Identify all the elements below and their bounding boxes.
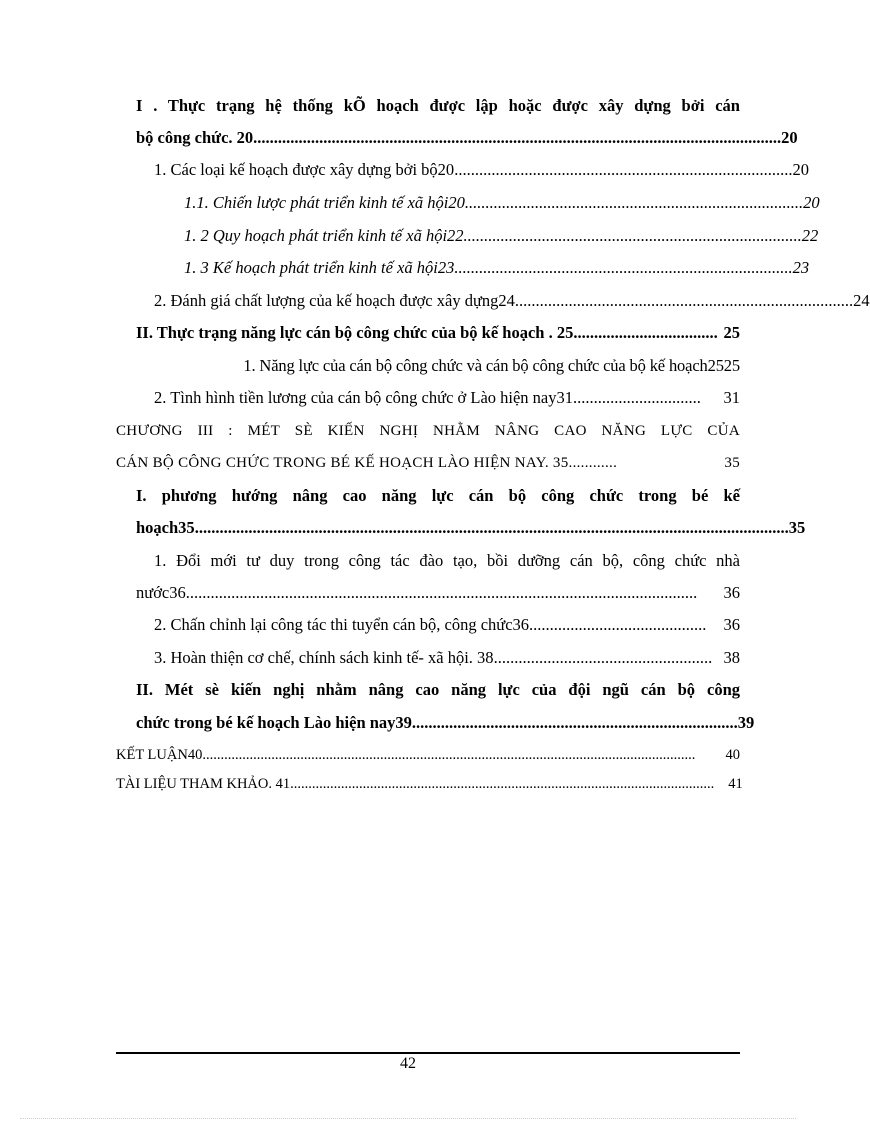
toc-entry-text: 2. Chấn chỉnh lại công tác thi tuyển cán bộ, công chức36 bbox=[154, 615, 530, 634]
toc-entry-text: bộ công chức. 20 bbox=[136, 128, 254, 147]
page-number: 42 bbox=[400, 1055, 416, 1072]
toc-leader-dots: .................................................................................. bbox=[454, 160, 793, 179]
toc-leader-dots: ..................................................... bbox=[493, 648, 713, 667]
toc-page-number: 40 bbox=[725, 747, 740, 763]
toc-entry-text: 1. 3 Kế hoạch phát triển kinh tế xã hội23 bbox=[184, 258, 455, 277]
toc-entry-i-2 bbox=[154, 291, 870, 311]
toc-leader-dots: .................................................................................. bbox=[454, 258, 793, 277]
toc-page-number: 38 bbox=[723, 648, 740, 667]
toc-leader-dots: ........................................... bbox=[529, 615, 707, 634]
toc-page-number: 39 bbox=[737, 713, 755, 732]
toc-entry-text: nước36 bbox=[136, 583, 186, 602]
toc-entry-text: 3. Hoàn thiện cơ chế, chính sách kinh tế- xã hội. 38 bbox=[154, 648, 494, 667]
toc-leader-dots: ............ bbox=[568, 455, 618, 471]
toc-page-number: 24 bbox=[853, 291, 870, 310]
toc-page-number: 20 bbox=[803, 193, 820, 212]
toc-page-number: 25 bbox=[723, 323, 740, 342]
toc-entry-iii-2 bbox=[154, 615, 740, 635]
toc-heading-ii bbox=[136, 323, 740, 343]
toc-page-number: 36 bbox=[723, 583, 740, 602]
toc-heading-iii-line2 bbox=[136, 518, 806, 538]
toc-entry-text: chức trong bé kế hoạch Lào hiện nay39 bbox=[136, 713, 412, 732]
toc-entry-ii-2 bbox=[154, 388, 740, 408]
toc-leader-dots: ................................................................................................................................ bbox=[253, 128, 782, 147]
toc-page-number: 20 bbox=[781, 128, 798, 147]
toc-leader-dots: ............................................................................................................................ bbox=[185, 583, 698, 602]
page-edge-dotted-line bbox=[20, 1118, 796, 1119]
toc-page-number: 23 bbox=[792, 258, 810, 277]
toc-chapter-iii-line2 bbox=[116, 453, 740, 473]
toc-entry-text: hoạch35 bbox=[136, 518, 195, 537]
toc-leader-dots: ........................................................................................................................................ bbox=[202, 747, 696, 763]
toc-entry-text: 2. Tình hình tiền lương của cán bộ công chức ở Lào hiện nay31 bbox=[154, 388, 574, 407]
toc-entry-text: KẾT LUẬN40 bbox=[116, 747, 203, 763]
toc-entry-ii-1: 1. Năng lực của cán bộ công chức và cán bộ công chức của bộ kế hoạch2525 bbox=[243, 356, 740, 375]
toc-entry-i-1-2 bbox=[184, 226, 819, 246]
toc-page-number: 35 bbox=[788, 518, 806, 537]
toc-page-number: 36 bbox=[723, 615, 740, 634]
footer-divider bbox=[116, 1052, 740, 1054]
toc-leader-dots: .................................................................................. bbox=[514, 291, 854, 310]
toc-heading-iv-line1: II. Mét sè kiến nghị nhằm nâng cao năng lực của đội ngũ cán bộ công bbox=[136, 680, 740, 699]
toc-entry-text: 1.1. Chiến lược phát triển kinh tế xã hội20 bbox=[184, 193, 465, 212]
toc-conclusion bbox=[116, 745, 740, 765]
toc-leader-dots: ..................................................................................................................... bbox=[290, 776, 715, 792]
toc-heading-iv-line2 bbox=[136, 713, 755, 733]
toc-page-number: 22 bbox=[801, 226, 819, 245]
toc-page-number: 35 bbox=[724, 455, 740, 471]
toc-page-number: 41 bbox=[728, 776, 743, 792]
toc-references bbox=[116, 774, 743, 794]
toc-entry-i-1-3 bbox=[184, 258, 810, 278]
toc-entry-iii-1-line2 bbox=[136, 583, 740, 603]
toc-chapter-iii-line1: CHƯƠNG III : MÉT SÈ KIẾN NGHỊ NHẰM NÂNG CAO NĂNG LỰC CỦA bbox=[116, 423, 740, 439]
toc-entry-text: CÁN BỘ CÔNG CHỨC TRONG BÉ KẾ HOẠCH LÀO HIỆN NAY. 35 bbox=[116, 455, 569, 471]
toc-leader-dots: ............................... bbox=[573, 388, 701, 407]
toc-leader-dots: .................................................................................. bbox=[464, 193, 804, 212]
toc-leader-dots: ................................... bbox=[573, 323, 718, 342]
toc-leader-dots: ................................................................................................................................................ bbox=[194, 518, 789, 537]
toc-entry-i-1-1 bbox=[184, 193, 820, 213]
toc-entry-text: 1. Các loại kế hoạch được xây dựng bởi bộ20 bbox=[154, 160, 455, 179]
toc-entry-i-1 bbox=[154, 160, 809, 180]
toc-entry-text: TÀI LIỆU THAM KHẢO. 41 bbox=[116, 776, 291, 792]
toc-heading-i-line2 bbox=[136, 128, 798, 148]
toc-page-number: 20 bbox=[792, 160, 809, 179]
toc-entry-iii-3 bbox=[154, 648, 740, 668]
toc-entry-text: 2. Đánh giá chất lượng của kế hoạch được xây dựng24 bbox=[154, 291, 515, 310]
toc-leader-dots: ............................................................................... bbox=[411, 713, 738, 732]
toc-heading-iii-line1: I. phương hướng nâng cao năng lực cán bộ công chức trong bé kế bbox=[136, 486, 740, 505]
toc-entry-iii-1-line1: 1. Đổi mới tư duy trong công tác đào tạo, bồi dưỡng cán bộ, công chức nhà bbox=[154, 551, 740, 570]
toc-page-number: 31 bbox=[723, 388, 740, 407]
toc-heading-i-line1: I . Thực trạng hệ thống kÕ hoạch được lập hoặc được xây dựng bởi cán bbox=[136, 96, 740, 115]
toc-entry-text: 1. 2 Quy hoạch phát triển kinh tế xã hội22 bbox=[184, 226, 464, 245]
toc-entry-text: II. Thực trạng năng lực cán bộ công chức của bộ kế hoạch . 25 bbox=[136, 323, 574, 342]
toc-leader-dots: .................................................................................. bbox=[463, 226, 802, 245]
